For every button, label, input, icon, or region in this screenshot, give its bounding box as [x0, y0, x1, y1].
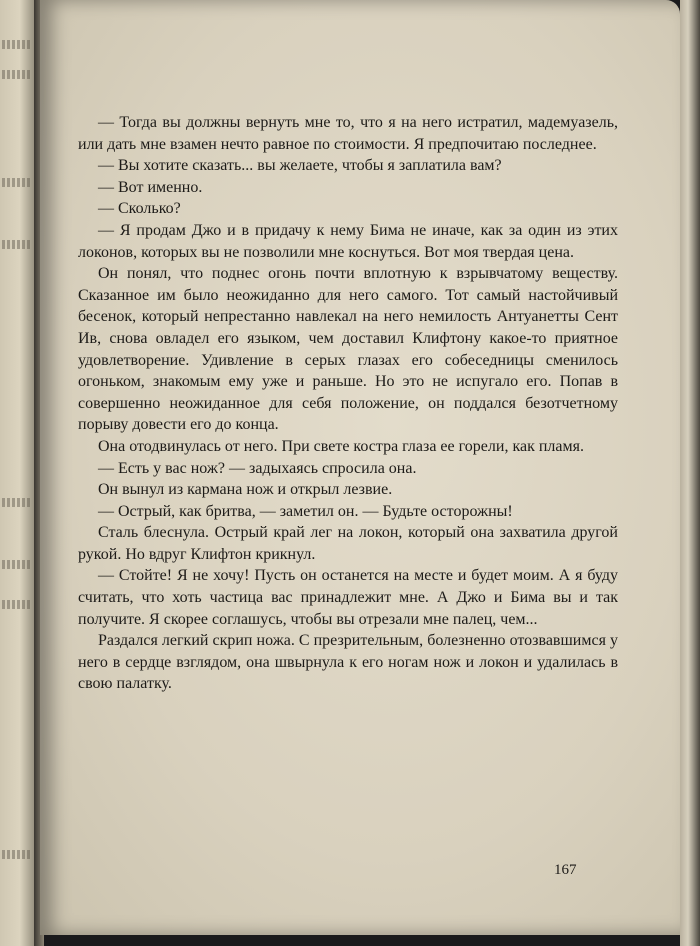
paragraph: — Я продам Джо и в придачу к нему Бима не иначе, как за один из этих локонов, которых вы не позволили мне коснуться. Вот моя твердая цена. [78, 221, 618, 261]
paragraph: Раздался легкий скрип ножа. С презрительным, болезненно отозвавшимся у него в сердце взглядом, она швырнула к его ногам нож и локон и удалилась в свою палатку. [78, 632, 618, 693]
page-stack-edge [680, 0, 700, 946]
book-page [40, 0, 680, 935]
left-page-text-fragment [2, 70, 30, 79]
left-page-text-fragment [2, 498, 30, 507]
left-page-edge [0, 0, 36, 946]
paragraph: — Тогда вы должны вернуть мне то, что я на него истратил, мадемуазель, или дать мне взамен нечто равное по стоимости. Я предпочитаю последнее. [78, 114, 618, 153]
left-page-text-fragment [2, 178, 30, 187]
page-text [78, 112, 618, 695]
paragraph: — Есть у вас нож? — задыхаясь спросила она. [98, 459, 417, 477]
paragraph: — Вот именно. [98, 178, 203, 196]
paragraph: Он понял, что поднес огонь почти вплотную к взрывчатому веществу. Сказанное им было неожиданно для него самого. Тот самый настойчивый бесенок, который непрестанно навлекал на него немилость Антуанетты Сент Ив, снова овладел его языком, чем доставил Клифтону какое-то приятное удовлетворение. Удивление в серых глазах его собеседницы сменилось огоньком, знакомым ему уже и раньше. Но это не испугало его. Попав в совершенно неожиданное для себя положение, он поддался безотчетному порыву довести его до конца. [78, 265, 618, 434]
left-page-text-fragment [2, 40, 30, 49]
page-number: 167 [554, 862, 577, 878]
paragraph: — Стойте! Я не хочу! Пусть он останется на месте и будет моим. А я буду считать, что хоть частица вас принадлежит мне. А Джо и Бима вы и так получите. Я скорее соглашусь, чтобы вы отрезали мне палец, чем... [78, 567, 618, 628]
paragraph: — Сколько? [98, 200, 181, 218]
paragraph: — Острый, как бритва, — заметил он. — Будьте осторожны! [98, 502, 513, 520]
paragraph: — Вы хотите сказать... вы желаете, чтобы я заплатила вам? [98, 157, 502, 175]
left-page-text-fragment [2, 850, 30, 859]
paragraph: Она отодвинулась от него. При свете костра глаза ее горели, как пламя. [98, 437, 584, 455]
left-page-text-fragment [2, 560, 30, 569]
paragraph: Сталь блеснула. Острый край лег на локон, который она захватила другой рукой. Но вдруг Клифтон крикнул. [78, 524, 618, 563]
left-page-text-fragment [2, 240, 30, 249]
paragraph: Он вынул из кармана нож и открыл лезвие. [98, 481, 393, 499]
left-page-text-fragment [2, 600, 30, 609]
